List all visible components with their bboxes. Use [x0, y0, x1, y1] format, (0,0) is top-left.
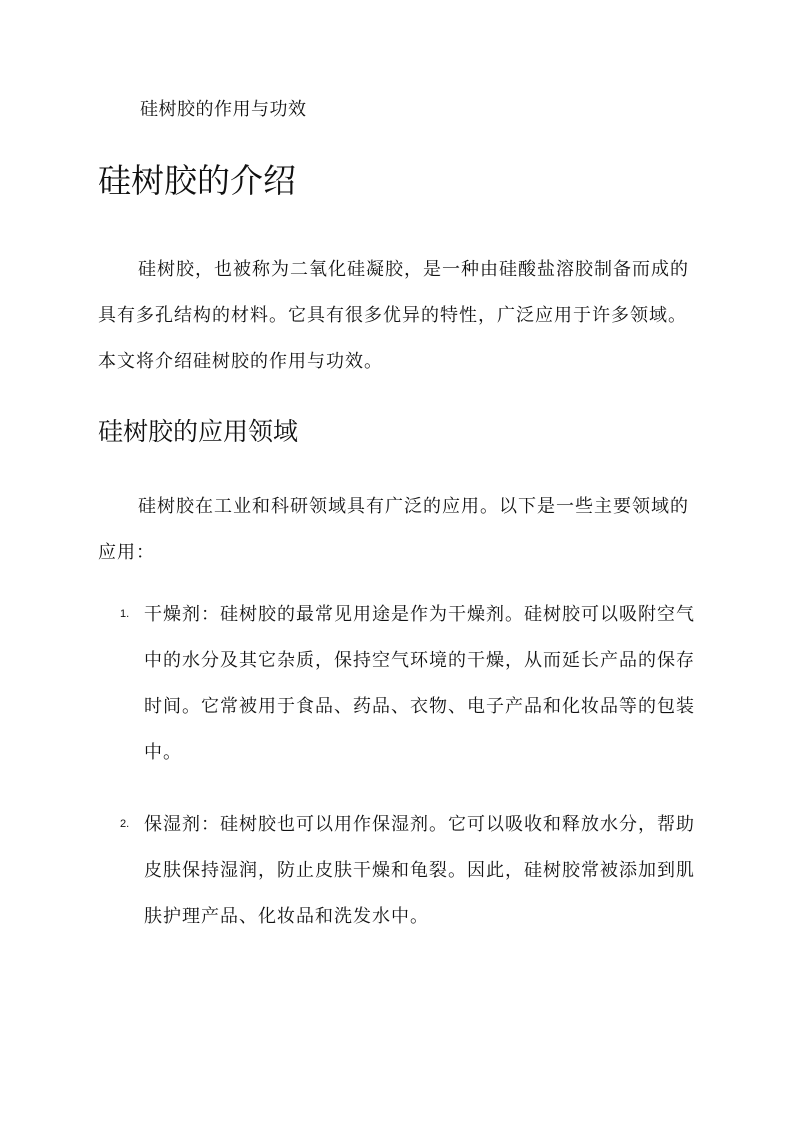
list-item-text: 保湿剂：硅树胶也可以用作保湿剂。它可以吸收和释放水分，帮助皮肤保持湿润，防止皮肤干燥和龟裂。因此，硅树胶常被添加到肌肤护理产品、化妆品和洗发水中。: [144, 814, 695, 927]
list-item-number: 2.: [120, 818, 130, 830]
applications-paragraph: 硅树胶在工业和科研领域具有广泛的应用。以下是一些主要领域的应用：: [98, 496, 689, 563]
list-item-number: 1.: [120, 608, 130, 620]
document-title: 硅树胶的作用与功效: [140, 99, 307, 120]
introduction-paragraph: 硅树胶，也被称为二氧化硅凝胶，是一种由硅酸盐溶胶制备而成的具有多孔结构的材料。它具有很多优异的特性，广泛应用于许多领域。本文将介绍硅树胶的作用与功效。: [98, 259, 689, 372]
section-heading-applications: 硅树胶的应用领域: [98, 417, 299, 446]
list-item-text: 干燥剂：硅树胶的最常见用途是作为干燥剂。硅树胶可以吸附空气中的水分及其它杂质，保持空气环境的干燥，从而延长产品的保存时间。它常被用于食品、药品、衣物、电子产品和化妆品等的包装中。: [144, 604, 695, 763]
section-heading-introduction: 硅树胶的介绍: [98, 161, 296, 200]
